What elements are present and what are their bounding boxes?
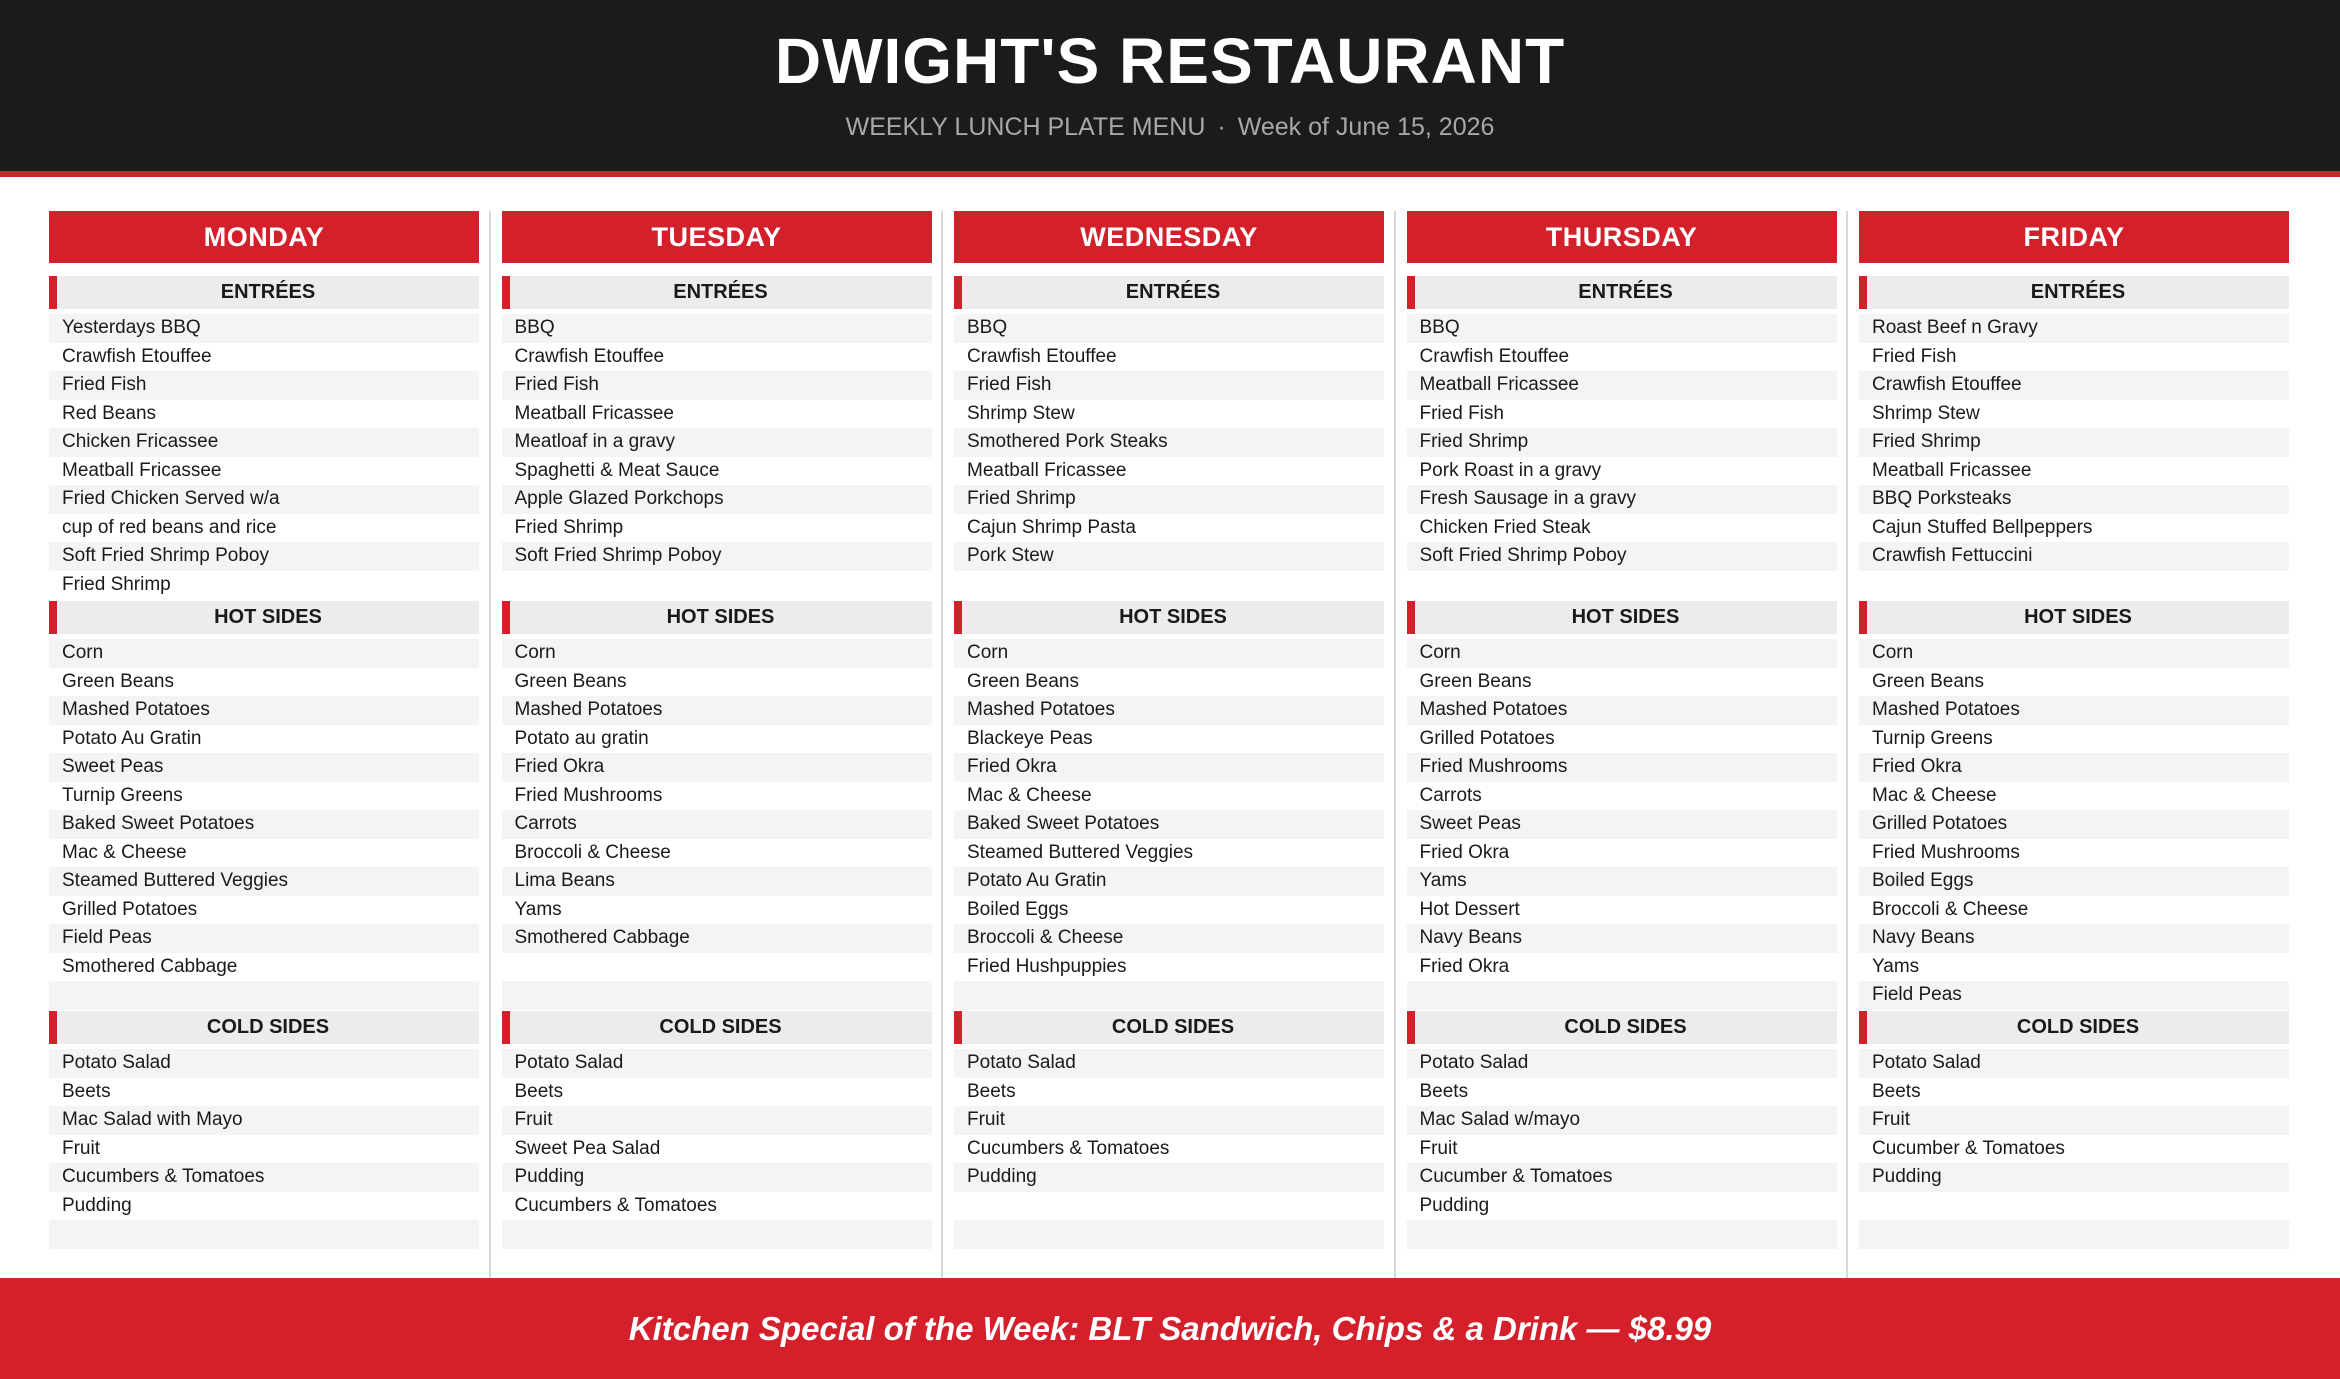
menu-item: Fried Okra xyxy=(954,753,1384,782)
menu-item: Potato Salad xyxy=(1859,1049,2289,1078)
menu-item xyxy=(1407,1220,1837,1249)
menu-item: Navy Beans xyxy=(1407,924,1837,953)
menu-item: Smothered Pork Steaks xyxy=(954,428,1384,457)
menu-item: Fruit xyxy=(62,1137,100,1159)
menu-item: Mashed Potatoes xyxy=(1407,696,1837,725)
menu-item: Cucumber & Tomatoes xyxy=(1407,1163,1837,1192)
column-divider xyxy=(941,211,943,1278)
menu-item: Fried Okra xyxy=(1419,841,1510,863)
menu-item: Green Beans xyxy=(514,670,627,692)
menu-item: Fried Shrimp xyxy=(954,485,1384,514)
menu-item: Green Beans xyxy=(62,670,174,692)
menu-item: Grilled Potatoes xyxy=(62,898,198,920)
menu-item: Crawfish Fettuccini xyxy=(1859,542,2289,571)
menu-item: Meatloaf in a gravy xyxy=(502,428,932,457)
hot-sides-list xyxy=(1859,639,2289,1010)
day-header: TUESDAY xyxy=(502,211,932,263)
page-header xyxy=(0,0,2340,177)
subtitle-separator: · xyxy=(1217,113,1226,141)
menu-item: Smothered Cabbage xyxy=(502,924,932,953)
menu-item: Fried Fish xyxy=(1419,402,1504,424)
menu-item: Sweet Pea Salad xyxy=(514,1137,661,1159)
menu-item: Cucumbers & Tomatoes xyxy=(49,1163,479,1192)
special-banner xyxy=(0,1278,2340,1379)
menu-item xyxy=(502,1220,932,1249)
menu-item: Fried Fish xyxy=(49,371,479,400)
menu-item: Corn xyxy=(1407,639,1837,668)
entrees-list xyxy=(49,314,479,599)
menu-item: Crawfish Etouffee xyxy=(62,345,212,367)
cold-sides-list xyxy=(954,1049,1384,1249)
menu-item: Mashed Potatoes xyxy=(1859,696,2289,725)
menu-item: Fried Shrimp xyxy=(1407,428,1837,457)
menu-item: Crawfish Etouffee xyxy=(967,345,1117,367)
menu-item: Soft Fried Shrimp Poboy xyxy=(502,542,932,571)
menu-item: Chicken Fricassee xyxy=(49,428,479,457)
section-header-hot-sides: HOT SIDES xyxy=(502,601,932,634)
menu-item: BBQ xyxy=(502,314,932,343)
menu-item: Yams xyxy=(1407,867,1837,896)
cold-sides-list xyxy=(1859,1049,2289,1249)
menu-item: Meatball Fricassee xyxy=(1407,371,1837,400)
menu-item: cup of red beans and rice xyxy=(62,516,277,538)
menu-item: Fried Okra xyxy=(502,753,932,782)
menu-item: Fruit xyxy=(1859,1106,2289,1135)
menu-item: Meatball Fricassee xyxy=(514,402,674,424)
menu-item: Pudding xyxy=(1859,1163,2289,1192)
menu-item: Mac Salad with Mayo xyxy=(49,1106,479,1135)
menu-item xyxy=(502,953,932,982)
menu-item: Field Peas xyxy=(49,924,479,953)
menu-item: Pudding xyxy=(62,1194,132,1216)
menu-item xyxy=(49,1220,479,1249)
menu-item xyxy=(49,981,479,1010)
menu-item: Chicken Fried Steak xyxy=(1419,516,1591,538)
day-column-thursday xyxy=(1407,211,1837,1278)
menu-item: Sweet Peas xyxy=(49,753,479,782)
menu-item: Corn xyxy=(954,639,1384,668)
menu-item xyxy=(502,981,932,1010)
section-header-entrees: ENTRÉES xyxy=(502,276,932,309)
entrees-list xyxy=(954,314,1384,571)
menu-item: Soft Fried Shrimp Poboy xyxy=(1407,542,1837,571)
menu-item: Baked Sweet Potatoes xyxy=(49,810,479,839)
restaurant-title: DWIGHT'S RESTAURANT xyxy=(774,25,1566,97)
section-header-hot-sides: HOT SIDES xyxy=(1407,601,1837,634)
section-header-entrees: ENTRÉES xyxy=(1407,276,1837,309)
menu-item: Spaghetti & Meat Sauce xyxy=(514,459,720,481)
menu-item: Fried Hushpuppies xyxy=(967,955,1127,977)
section-header-entrees: ENTRÉES xyxy=(49,276,479,309)
menu-item: Mac & Cheese xyxy=(1872,784,1997,806)
menu-item: Pudding xyxy=(1419,1194,1490,1216)
section-header-cold-sides: COLD SIDES xyxy=(954,1011,1384,1044)
menu-item: Sweet Peas xyxy=(1407,810,1837,839)
week-label: Week of June 15, 2026 xyxy=(1237,113,1495,141)
menu-item: Mashed Potatoes xyxy=(954,696,1384,725)
menu-item: Boiled Eggs xyxy=(1859,867,2289,896)
menu-item: Shrimp Stew xyxy=(1872,402,1980,424)
menu-item: Fresh Sausage in a gravy xyxy=(1407,485,1837,514)
menu-item: Crawfish Etouffee xyxy=(1859,371,2289,400)
menu-item: Steamed Buttered Veggies xyxy=(967,841,1194,863)
menu-item: Broccoli & Cheese xyxy=(1872,898,2029,920)
menu-item: Hot Dessert xyxy=(1419,898,1520,920)
column-divider xyxy=(489,211,491,1278)
section-header-hot-sides: HOT SIDES xyxy=(1859,601,2289,634)
menu-item: Mac & Cheese xyxy=(967,784,1092,806)
menu-item: Meatball Fricassee xyxy=(1872,459,2032,481)
menu-item: Fried Shrimp xyxy=(62,573,171,595)
menu-item: Roast Beef n Gravy xyxy=(1859,314,2289,343)
menu-item: Beets xyxy=(514,1080,564,1102)
menu-item: Fried Chicken Served w/a xyxy=(49,485,479,514)
cold-sides-list xyxy=(1407,1049,1837,1249)
section-header-cold-sides: COLD SIDES xyxy=(1407,1011,1837,1044)
menu-item: Fried Shrimp xyxy=(1859,428,2289,457)
menu-item: Beets xyxy=(62,1080,111,1102)
column-divider xyxy=(1846,211,1848,1278)
cold-sides-list xyxy=(502,1049,932,1249)
menu-item xyxy=(954,1192,1384,1221)
weekly-menu-grid xyxy=(49,211,2291,1278)
menu-item: Fried Fish xyxy=(502,371,932,400)
hot-sides-list xyxy=(1407,639,1837,1010)
menu-item: Soft Fried Shrimp Poboy xyxy=(49,542,479,571)
day-header: MONDAY xyxy=(49,211,479,263)
menu-item: Red Beans xyxy=(62,402,157,424)
menu-item: Beets xyxy=(967,1080,1016,1102)
section-header-hot-sides: HOT SIDES xyxy=(954,601,1384,634)
menu-item: Yesterdays BBQ xyxy=(49,314,479,343)
menu-item: Fried Fish xyxy=(954,371,1384,400)
menu-item: Corn xyxy=(49,639,479,668)
section-header-cold-sides: COLD SIDES xyxy=(502,1011,932,1044)
menu-item: Pudding xyxy=(954,1163,1384,1192)
day-column-wednesday xyxy=(954,211,1384,1278)
day-column-monday xyxy=(49,211,479,1278)
menu-item: BBQ xyxy=(954,314,1384,343)
menu-item: Fried Okra xyxy=(1419,955,1510,977)
entrees-list xyxy=(502,314,932,571)
menu-item: Lima Beans xyxy=(502,867,932,896)
menu-item: Fried Okra xyxy=(1859,753,2289,782)
menu-item: BBQ Porksteaks xyxy=(1859,485,2289,514)
menu-item: Broccoli & Cheese xyxy=(954,924,1384,953)
menu-item: Navy Beans xyxy=(1859,924,2289,953)
menu-item: BBQ xyxy=(1407,314,1837,343)
menu-item: Potato Au Gratin xyxy=(62,727,202,749)
menu-item: Crawfish Etouffee xyxy=(514,345,665,367)
menu-item: Cucumber & Tomatoes xyxy=(1872,1137,2065,1159)
cold-sides-list xyxy=(49,1049,479,1249)
menu-item: Fruit xyxy=(1419,1137,1458,1159)
hot-sides-list xyxy=(954,639,1384,1010)
menu-item: Beets xyxy=(1872,1080,1921,1102)
menu-item: Potato Au Gratin xyxy=(954,867,1384,896)
menu-item: Grilled Potatoes xyxy=(1419,727,1555,749)
menu-item: Cucumbers & Tomatoes xyxy=(967,1137,1170,1159)
menu-item: Yams xyxy=(514,898,562,920)
section-header-cold-sides: COLD SIDES xyxy=(49,1011,479,1044)
hot-sides-list xyxy=(49,639,479,1010)
menu-item: Grilled Potatoes xyxy=(1859,810,2289,839)
hot-sides-list xyxy=(502,639,932,1010)
menu-item: Potato au gratin xyxy=(514,727,649,749)
menu-item: Mac & Cheese xyxy=(62,841,187,863)
menu-item: Steamed Buttered Veggies xyxy=(49,867,479,896)
menu-name: WEEKLY LUNCH PLATE MENU xyxy=(845,113,1206,141)
menu-item: Pudding xyxy=(502,1163,932,1192)
menu-item: Apple Glazed Porkchops xyxy=(502,485,932,514)
menu-item: Yams xyxy=(1872,955,1920,977)
menu-item: Potato Salad xyxy=(49,1049,479,1078)
menu-item: Cucumbers & Tomatoes xyxy=(514,1194,717,1216)
menu-item: Turnip Greens xyxy=(62,784,183,806)
column-divider xyxy=(1394,211,1396,1278)
section-header-hot-sides: HOT SIDES xyxy=(49,601,479,634)
menu-item: Broccoli & Cheese xyxy=(514,841,671,863)
menu-item: Green Beans xyxy=(1872,670,1984,692)
menu-item xyxy=(1859,1192,2289,1221)
menu-item: Green Beans xyxy=(1419,670,1532,692)
menu-item: Fried Fish xyxy=(1872,345,1957,367)
menu-item: Pork Roast in a gravy xyxy=(1419,459,1602,481)
menu-item: Meatball Fricassee xyxy=(62,459,222,481)
entrees-list xyxy=(1859,314,2289,571)
menu-item: Cajun Shrimp Pasta xyxy=(967,516,1136,538)
menu-item xyxy=(954,1220,1384,1249)
menu-item: Boiled Eggs xyxy=(967,898,1069,920)
menu-item: Mashed Potatoes xyxy=(49,696,479,725)
menu-item: Green Beans xyxy=(967,670,1079,692)
menu-item: Mashed Potatoes xyxy=(502,696,932,725)
menu-item: Shrimp Stew xyxy=(967,402,1075,424)
menu-item: Potato Salad xyxy=(502,1049,932,1078)
section-header-cold-sides: COLD SIDES xyxy=(1859,1011,2289,1044)
menu-item: Potato Salad xyxy=(1407,1049,1837,1078)
menu-subtitle xyxy=(0,112,2340,142)
menu-item: Blackeye Peas xyxy=(967,727,1093,749)
day-header: THURSDAY xyxy=(1407,211,1837,263)
menu-item: Corn xyxy=(1859,639,2289,668)
menu-item: Cajun Stuffed Bellpeppers xyxy=(1872,516,2093,538)
section-header-entrees: ENTRÉES xyxy=(954,276,1384,309)
day-header: WEDNESDAY xyxy=(954,211,1384,263)
menu-item: Mac Salad w/mayo xyxy=(1407,1106,1837,1135)
menu-item: Fruit xyxy=(954,1106,1384,1135)
menu-item: Pork Stew xyxy=(954,542,1384,571)
kitchen-special: Kitchen Special of the Week: BLT Sandwich, Chips & a Drink — $8.99 xyxy=(628,1310,1712,1347)
menu-item xyxy=(1859,1220,2289,1249)
menu-item: Crawfish Etouffee xyxy=(1419,345,1570,367)
menu-item: Potato Salad xyxy=(954,1049,1384,1078)
menu-item: Field Peas xyxy=(1859,981,2289,1010)
menu-item: Carrots xyxy=(1419,784,1482,806)
menu-item: Beets xyxy=(1419,1080,1469,1102)
menu-item: Meatball Fricassee xyxy=(967,459,1127,481)
menu-item: Corn xyxy=(502,639,932,668)
entrees-list xyxy=(1407,314,1837,571)
menu-item: Fried Mushrooms xyxy=(1407,753,1837,782)
day-column-tuesday xyxy=(502,211,932,1278)
menu-item xyxy=(954,981,1384,1010)
day-column-friday xyxy=(1859,211,2289,1278)
section-header-entrees: ENTRÉES xyxy=(1859,276,2289,309)
day-header: FRIDAY xyxy=(1859,211,2289,263)
menu-item: Carrots xyxy=(502,810,932,839)
menu-item xyxy=(1407,981,1837,1010)
menu-item: Fried Mushrooms xyxy=(1872,841,2020,863)
menu-item: Turnip Greens xyxy=(1872,727,1993,749)
menu-item: Smothered Cabbage xyxy=(62,955,238,977)
menu-item: Fried Mushrooms xyxy=(514,784,663,806)
menu-item: Baked Sweet Potatoes xyxy=(954,810,1384,839)
menu-item: Fried Shrimp xyxy=(514,516,624,538)
menu-item: Fruit xyxy=(502,1106,932,1135)
